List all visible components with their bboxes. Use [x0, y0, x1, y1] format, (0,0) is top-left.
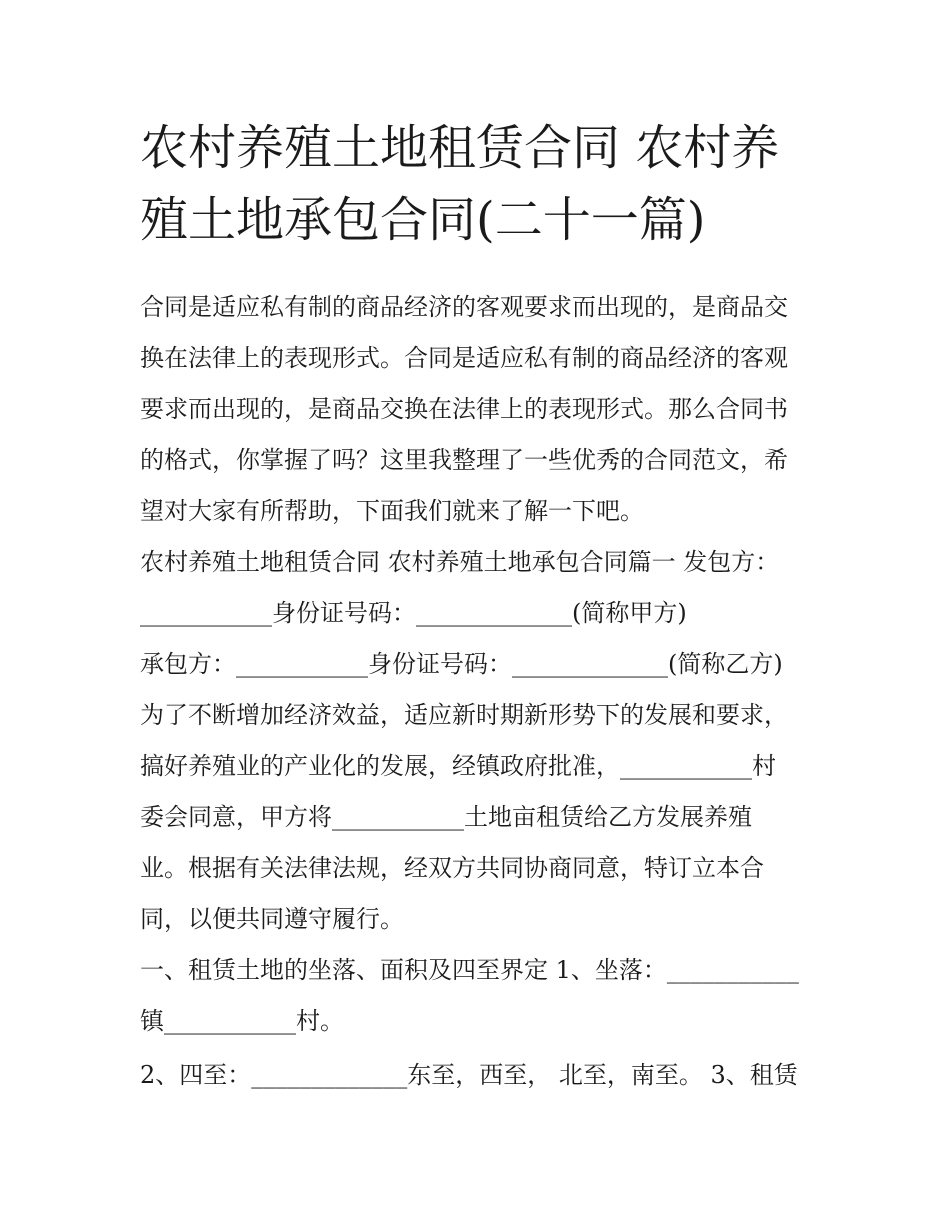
body-line: 业。根据有关法律法规，经双方共同协商同意，特订立本合	[140, 854, 764, 882]
body-line: 镇___________村。	[140, 1007, 344, 1035]
body-line: ___________身份证号码：_____________(简称甲方)	[140, 599, 687, 627]
body-line: 搞好养殖业的产业化的发展，经镇政府批准，___________村	[140, 752, 776, 780]
body-line: 2、四至：_____________东至，西至， 北至，南至。 3、租赁	[140, 1061, 798, 1089]
body-line: 农村养殖土地租赁合同 农村养殖土地承包合同篇一 发包方：	[140, 548, 780, 576]
document-body	[140, 282, 820, 1101]
body-line: 一、租赁土地的坐落、面积及四至界定 1、坐落：___________	[140, 956, 799, 984]
body-line: 要求而出现的，是商品交换在法律上的表现形式。那么合同书	[140, 395, 788, 423]
body-line: 承包方：___________身份证号码：_____________(简称乙方)	[140, 650, 783, 678]
body-line: 的格式，你掌握了吗？这里我整理了一些优秀的合同范文，希	[140, 446, 788, 474]
body-line: 合同是适应私有制的商品经济的客观要求而出现的，是商品交	[140, 293, 788, 321]
body-line: 委会同意，甲方将___________土地亩租赁给乙方发展养殖	[140, 803, 752, 831]
body-line: 望对大家有所帮助，下面我们就来了解一下吧。	[140, 497, 644, 525]
title-line-1: 农村养殖土地租赁合同 农村养	[140, 120, 780, 176]
title-line-2: 殖土地承包合同(二十一篇)	[140, 192, 706, 248]
body-line: 为了不断增加经济效益，适应新时期新形势下的发展和要求，	[140, 701, 788, 729]
body-line: 同，以便共同遵守履行。	[140, 905, 404, 933]
body-line: 换在法律上的表现形式。合同是适应私有制的商品经济的客观	[140, 344, 788, 372]
document-title	[140, 112, 820, 256]
